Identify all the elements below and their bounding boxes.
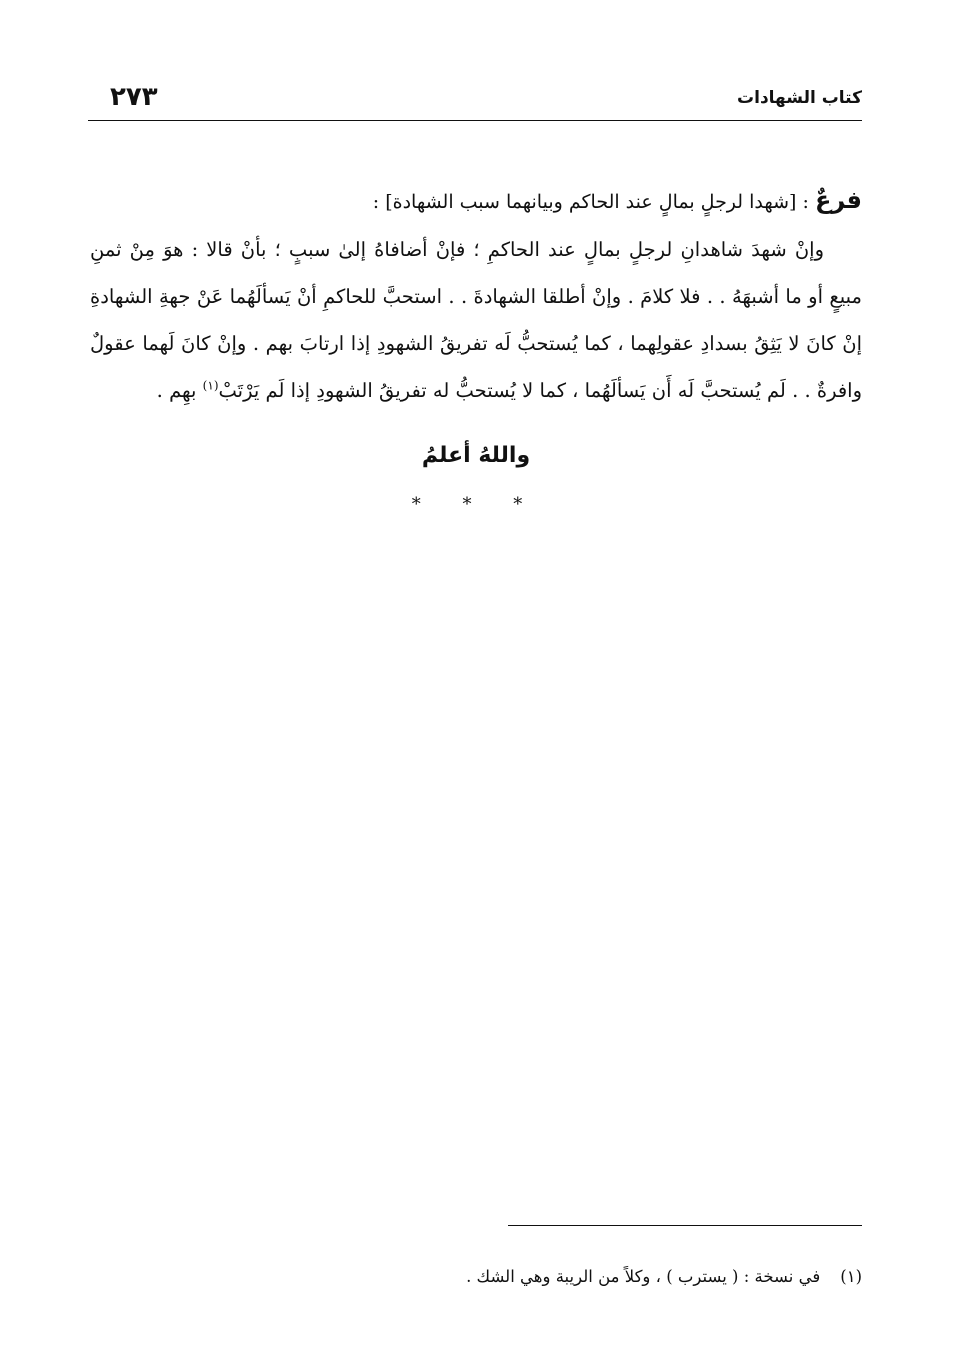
- footnote-reference[interactable]: (١): [202, 378, 219, 393]
- body-text-main: وإنْ شهدَ شاهدانِ لرجلٍ بمالٍ عند الحاكمِ ؛ فإنْ أضافاهُ إلىٰ سببٍ ؛ بأنْ قالا : هوَ مِنْ ثمنِ مبيعٍ أو ما أشبهَهُ . . فلا كلامَ . وإنْ أطلقا الشهادةَ . . استحبَّ للحاكمِ أنْ يَسألَهُما عَنْ جهةِ الشهادةِ إنْ كانَ لا يَثِقُ بسدادِ عقولِهما ، كما يُستحبُّ لَه تفريقُ الشهودِ إذا ارتابَ بهم . وإنْ كانَ لَهما عقولٌ وافرةٌ . . لَم يُستحبَّ لَه أَن يَسألَهُما ، كما لا يُستحبُّ له تفريقُ الشهودِ إذا لَم يَرْتَبْ: [90, 238, 862, 402]
- section-heading: [90, 176, 862, 226]
- body-text-end: بهِم .: [156, 379, 203, 402]
- section-label: فرعٌ: [814, 186, 862, 214]
- section-end-marks: * * *: [411, 494, 541, 515]
- running-header: [88, 80, 862, 120]
- footnote: [90, 1262, 862, 1292]
- book-title: كتاب الشهادات: [737, 88, 862, 108]
- footnote-text: في نسخة : ( يسترب ) ، وكلاً من الريبة وهي الشك .: [466, 1267, 821, 1286]
- section-separator: :: [796, 191, 815, 213]
- page-number: ٢٧٣: [110, 82, 158, 112]
- closing-phrase: واللهُ أعلمُ: [421, 443, 531, 468]
- body-paragraph: [90, 226, 862, 414]
- section-heading-text: [شهدا لرجلٍ بمالٍ عند الحاكم وبيانهما سبب الشهادة] :: [372, 191, 797, 213]
- header-divider: [88, 120, 862, 121]
- footnote-divider: [508, 1225, 862, 1226]
- main-content: [90, 176, 862, 515]
- footnote-number: (١): [840, 1267, 862, 1286]
